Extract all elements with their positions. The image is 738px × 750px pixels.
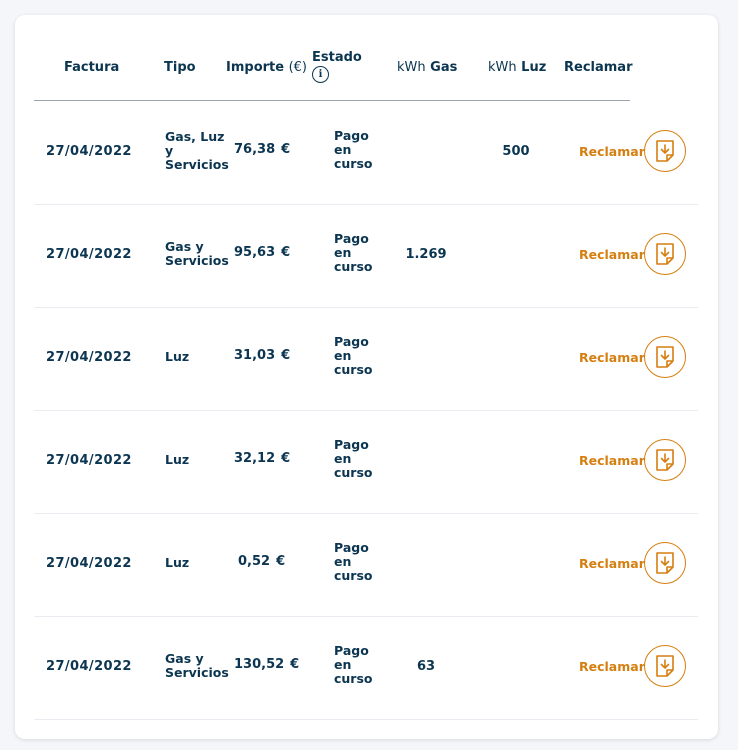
header-estado bbox=[312, 50, 362, 83]
download-document-icon bbox=[655, 140, 675, 162]
row-date: 27/04/2022 bbox=[46, 659, 132, 674]
table-row bbox=[34, 101, 698, 205]
reclamar-link[interactable]: Reclamar bbox=[579, 350, 645, 365]
row-date: 27/04/2022 bbox=[46, 453, 132, 468]
reclamar-link[interactable]: Reclamar bbox=[579, 453, 645, 468]
header-kwh-luz bbox=[488, 60, 546, 75]
row-importe bbox=[234, 657, 299, 672]
download-button[interactable] bbox=[644, 439, 686, 481]
header-estado-label: Estado bbox=[312, 50, 362, 65]
row-estado: Pago en curso bbox=[334, 437, 373, 480]
row-importe bbox=[234, 142, 290, 157]
download-button[interactable] bbox=[644, 336, 686, 378]
row-importe-value: 31,03 bbox=[234, 348, 276, 363]
row-estado: Pago en curso bbox=[334, 231, 373, 274]
row-date: 27/04/2022 bbox=[46, 556, 132, 571]
row-importe-value: 0,52 bbox=[238, 554, 271, 569]
download-document-icon bbox=[655, 346, 675, 368]
invoices-card bbox=[15, 15, 718, 739]
row-importe bbox=[234, 451, 290, 466]
header-importe bbox=[226, 60, 307, 75]
download-button[interactable] bbox=[644, 233, 686, 275]
row-kwh-luz: 500 bbox=[502, 144, 530, 159]
table-row bbox=[34, 204, 698, 308]
header-kwh-gas-prefix: kWh bbox=[397, 60, 426, 75]
table-row bbox=[34, 616, 698, 720]
row-tipo: Luz bbox=[165, 452, 190, 467]
reclamar-link[interactable]: Reclamar bbox=[579, 144, 645, 159]
row-importe-value: 32,12 bbox=[234, 451, 276, 466]
header-kwh-gas bbox=[397, 60, 457, 75]
download-button[interactable] bbox=[644, 542, 686, 584]
row-tipo: Luz bbox=[165, 555, 190, 570]
row-kwh-gas: 63 bbox=[416, 659, 436, 674]
table-header bbox=[15, 15, 718, 115]
header-kwh-gas-label: Gas bbox=[430, 60, 458, 75]
header-factura: Factura bbox=[64, 60, 120, 75]
row-tipo: Gas, Luz y Servicios bbox=[165, 129, 229, 172]
row-date: 27/04/2022 bbox=[46, 144, 132, 159]
header-kwh-luz-label: Luz bbox=[521, 60, 547, 75]
table-row bbox=[34, 307, 698, 411]
table-row bbox=[34, 513, 698, 617]
row-estado: Pago en curso bbox=[334, 540, 373, 583]
row-importe-value: 95,63 bbox=[234, 245, 276, 260]
info-icon[interactable]: i bbox=[312, 66, 329, 83]
row-currency: € bbox=[281, 348, 291, 363]
row-importe bbox=[234, 348, 290, 363]
row-kwh-gas: 1.269 bbox=[405, 247, 447, 262]
row-importe-value: 130,52 bbox=[234, 657, 285, 672]
header-reclamar: Reclamar bbox=[564, 60, 633, 75]
row-tipo: Gas y Servicios bbox=[165, 651, 229, 680]
row-date: 27/04/2022 bbox=[46, 350, 132, 365]
header-importe-label: Importe bbox=[226, 60, 285, 75]
download-document-icon bbox=[655, 449, 675, 471]
download-document-icon bbox=[655, 552, 675, 574]
table-row bbox=[34, 410, 698, 514]
row-currency: € bbox=[281, 245, 291, 260]
row-estado: Pago en curso bbox=[334, 334, 373, 377]
row-importe-value: 76,38 bbox=[234, 142, 276, 157]
row-currency: € bbox=[290, 657, 300, 672]
reclamar-link[interactable]: Reclamar bbox=[579, 659, 645, 674]
reclamar-link[interactable]: Reclamar bbox=[579, 556, 645, 571]
row-importe bbox=[234, 245, 290, 260]
download-document-icon bbox=[655, 655, 675, 677]
download-document-icon bbox=[655, 243, 675, 265]
row-currency: € bbox=[276, 554, 286, 569]
row-tipo: Gas y Servicios bbox=[165, 239, 229, 268]
download-button[interactable] bbox=[644, 130, 686, 172]
row-currency: € bbox=[281, 142, 291, 157]
header-kwh-luz-prefix: kWh bbox=[488, 60, 517, 75]
row-estado: Pago en curso bbox=[334, 128, 373, 171]
download-button[interactable] bbox=[644, 645, 686, 687]
reclamar-link[interactable]: Reclamar bbox=[579, 247, 645, 262]
row-importe bbox=[238, 554, 285, 569]
row-tipo: Luz bbox=[165, 349, 190, 364]
header-importe-unit: (€) bbox=[288, 60, 308, 75]
row-date: 27/04/2022 bbox=[46, 247, 132, 262]
row-estado: Pago en curso bbox=[334, 643, 373, 686]
row-currency: € bbox=[281, 451, 291, 466]
header-tipo: Tipo bbox=[164, 60, 196, 75]
